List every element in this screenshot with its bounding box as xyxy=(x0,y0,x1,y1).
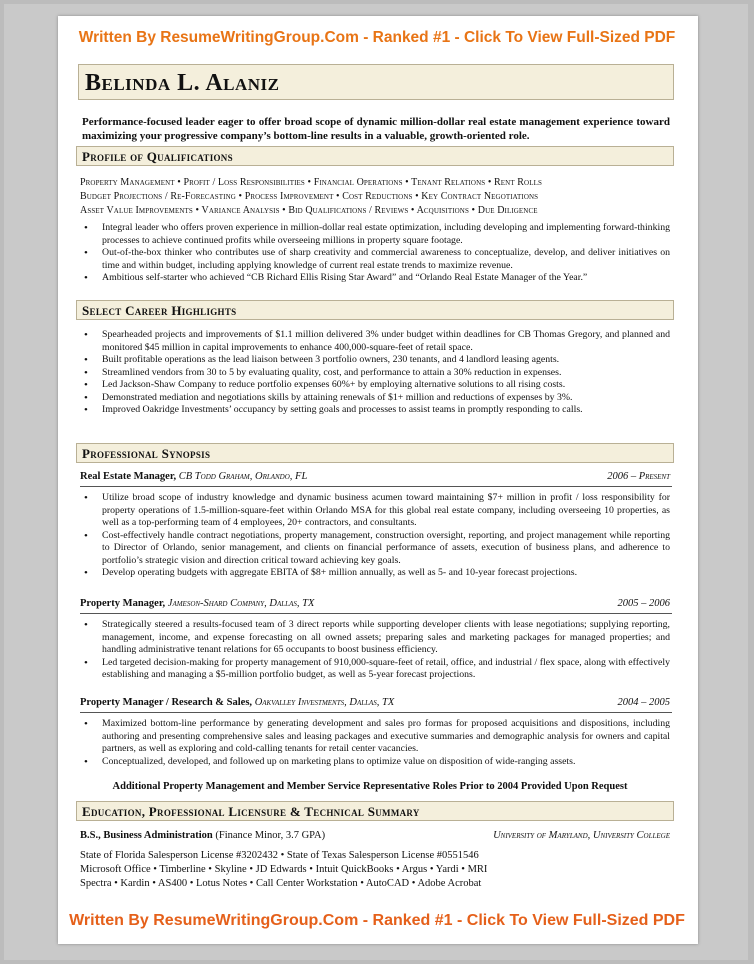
candidate-name-text: Belinda L. Alaniz xyxy=(85,70,280,96)
job-dates: 2004 – 2005 xyxy=(617,697,670,708)
job-title: Property Manager, xyxy=(80,598,166,609)
job-heading xyxy=(80,696,670,710)
degree: B.S., Business Administration xyxy=(80,830,213,841)
keyword-line: Asset Value Improvements • Variance Analysis • Bid Qualifications / Reviews • Acquisitions • Due Diligence xyxy=(80,205,538,216)
list-item: • Ambitious self-starter who achieved “CB Richard Ellis Rising Star Award” and “Orlando Real Estate Manager of the Year.” xyxy=(84,272,670,285)
job-heading xyxy=(80,597,670,611)
list-item: • Built profitable operations as the lead liaison between 3 portfolio owners, 230 tenants, and 4 landlord leasing agents. xyxy=(84,354,670,367)
job-heading xyxy=(80,470,670,484)
job-bullets xyxy=(84,718,670,768)
list-item: • Conceptualized, developed, and followed up on marketing plans to optimize value on disposition of wide-ranging assets. xyxy=(84,756,670,769)
software-line: Microsoft Office • Timberline • Skyline • JD Edwards • Intuit QuickBooks • Argus • Yardi • MRI xyxy=(80,864,488,875)
list-item: • Spearheaded projects and improvements of $1.1 million delivered 3% under budget within deadlines for CB Thomas Gregory, and planned and monitored $45 million in capital improvements to enhance 400,000-square-feet of retail space. xyxy=(84,329,670,354)
list-item: • Integral leader who offers proven experience in million-dollar real estate optimization, including developing and implementing forward-thinking processes to achieve continued profits while overseeing millions in property square footage. xyxy=(84,222,670,247)
list-item: • Improved Oakridge Investments’ occupancy by setting goals and processes to assist teams in promptly responding to calls. xyxy=(84,404,670,417)
list-item: • Out-of-the-box thinker who contributes use of sharp creativity and commercial awareness to conceptualize, develop, and deliver initiatives on time and within budget, including applying knowledge of current real estate trends to maximize revenue. xyxy=(84,247,670,272)
list-item: • Demonstrated mediation and negotiations skills by attaining renewals of $1+ million and reductions of expenses by 3%. xyxy=(84,392,670,405)
divider xyxy=(80,486,672,487)
job-company: CB Todd Graham, Orlando, FL xyxy=(178,471,308,482)
job-bullets xyxy=(84,492,670,580)
list-item: • Develop operating budgets with aggregate EBITA of $8+ million annually, as well as 5- and 10-year forecast projections. xyxy=(84,567,670,580)
additional-roles-note: Additional Property Management and Member Service Representative Roles Prior to 2004 Provided Upon Request xyxy=(112,781,628,792)
job-bullets xyxy=(84,619,670,682)
profile-bullets xyxy=(84,222,670,285)
list-item: • Cost-effectively handle contract negotiations, property management, construction oversight, reporting, and project management while reporting to Director of Orlando, senior management, and clients on financial performance of assets, execution of business plans, and adherence to portfolio’s strategic vision and direction critical toward achieving key goals. xyxy=(84,530,670,568)
software-line: Spectra • Kardin • AS400 • Lotus Notes • Call Center Workstation • AutoCAD • Adobe Acrobat xyxy=(80,878,482,889)
job-company: Oakvalley Investments, Dallas, TX xyxy=(254,697,395,708)
job-dates: 2006 – Present xyxy=(607,471,670,482)
degree-line xyxy=(80,829,670,843)
section-header-education: Education, Professional Licensure & Technical Summary xyxy=(76,801,674,821)
job-dates: 2005 – 2006 xyxy=(617,598,670,609)
section-header-highlights: Select Career Highlights xyxy=(76,300,674,320)
top-promo-banner[interactable]: Written By ResumeWritingGroup.Com - Ranked #1 - Click To View Full-Sized PDF xyxy=(78,29,676,46)
list-item: • Maximized bottom-line performance by generating development and sales pro formas for proposed acquisitions and dispositions, including authoring and presenting comprehensive sales and leasing packages and executive summaries and demographic analysis for owners and capital partners, as well as exploring and cold-calling tenants for retail center vacancies. xyxy=(84,718,670,756)
divider xyxy=(80,613,672,614)
list-item: • Led Jackson-Shaw Company to reduce portfolio expenses 60%+ by employing alternative solutions to all rising costs. xyxy=(84,379,670,392)
divider xyxy=(80,712,672,713)
list-item: • Led targeted decision-making for property management of 910,000-square-feet of retail, office, and industrial / flex space, along with effectively establishing and managing a $5-million portfolio budget, as well as 5-year forecast projections. xyxy=(84,657,670,682)
list-item: • Streamlined vendors from 30 to 5 by evaluating quality, cost, and performance to attain a 30% reduction in expenses. xyxy=(84,367,670,380)
bottom-promo-banner[interactable]: Written By ResumeWritingGroup.Com - Ranked #1 - Click To View Full-Sized PDF xyxy=(69,912,685,929)
school: University of Maryland, University College xyxy=(493,830,670,841)
list-item: • Strategically steered a results-focused team of 3 direct reports while supporting developer clients with lease negotiations; supplying reporting, management, income, and expense forecasting on all owned assets; preparing sales and marketing packages for managed properties; and handling administrative tenant relations for 65 occupants to boost business efficiency. xyxy=(84,619,670,657)
licenses-line: State of Florida Salesperson License #3202432 • State of Texas Salesperson License #0551546 xyxy=(80,850,479,861)
keyword-line: Budget Projections / Re-Forecasting • Process Improvement • Cost Reductions • Key Contract Negotiations xyxy=(80,191,539,202)
list-item: • Utilize broad scope of industry knowledge and dynamic business acumen toward maintaining $7+ million in profit / loss responsibility for property operations of 1.5-million-square-feet within Orlando MSA for this global real estate company, including overseeing 10 properties, as well as a top-performing team of 4 employees, 20+ contractors, and consultants. xyxy=(84,492,670,530)
degree-note: (Finance Minor, 3.7 GPA) xyxy=(215,830,326,841)
job-company: Jameson-Shard Company, Dallas, TX xyxy=(167,598,315,609)
keyword-line: Property Management • Profit / Loss Responsibilities • Financial Operations • Tenant Relations • Rent Rolls xyxy=(80,177,542,188)
highlight-bullets xyxy=(84,329,670,417)
section-header-profile: Profile of Qualifications xyxy=(76,146,674,166)
job-title: Real Estate Manager, xyxy=(80,471,177,482)
section-header-synopsis: Professional Synopsis xyxy=(76,443,674,463)
summary-statement: Performance-focused leader eager to offer broad scope of dynamic million-dollar real estate management experience toward maximizing your progressive company’s bottom-line results in a valuable, growth-oriented role. xyxy=(82,116,670,142)
candidate-name xyxy=(78,64,674,100)
job-title: Property Manager / Research & Sales, xyxy=(80,697,253,708)
